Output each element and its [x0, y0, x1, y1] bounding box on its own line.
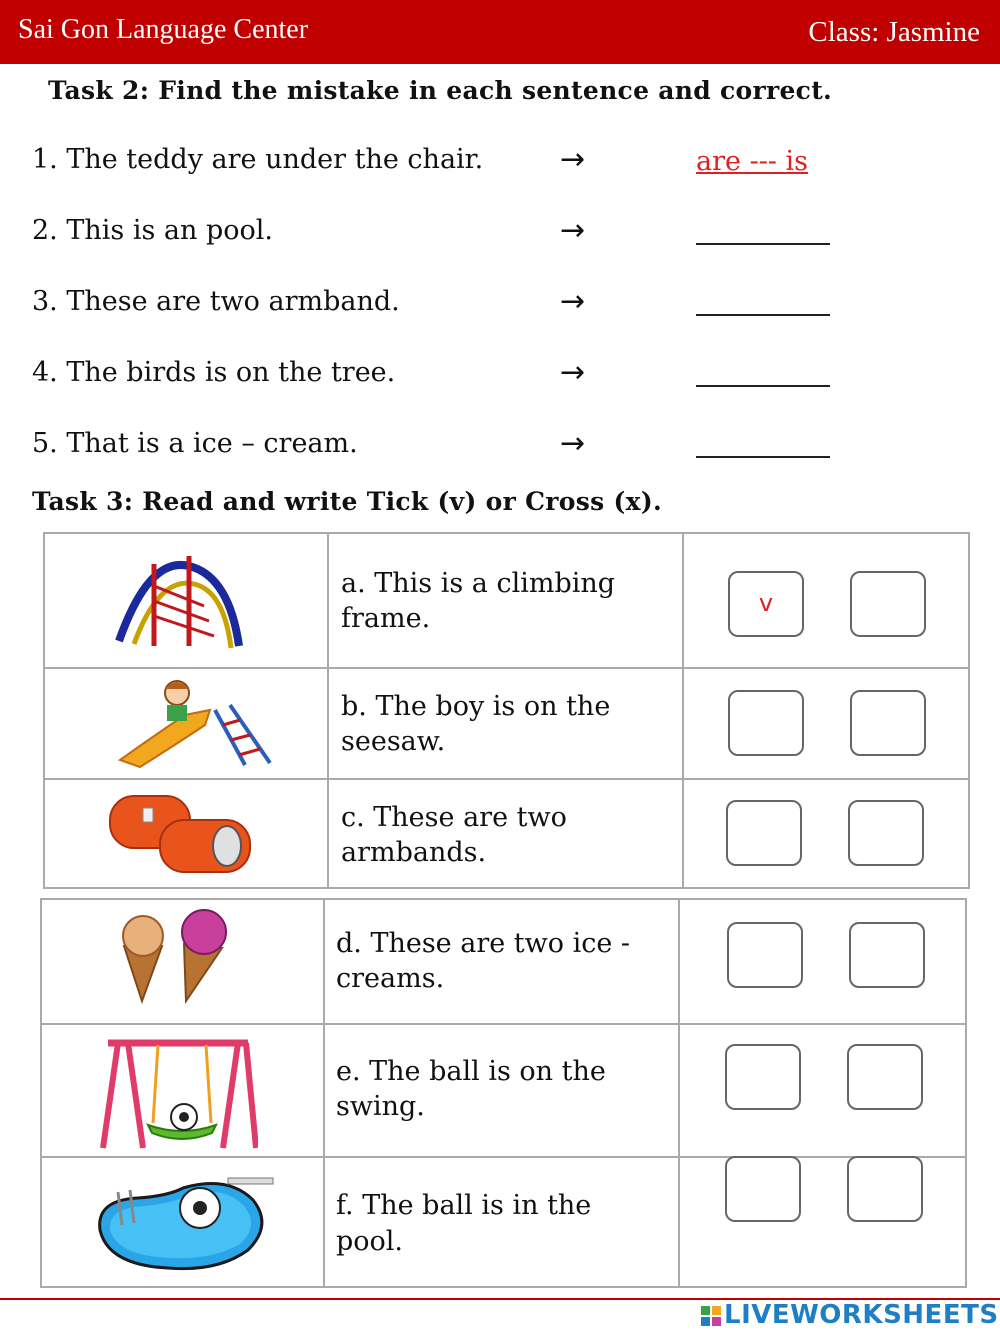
arrow-icon: →	[560, 355, 586, 390]
statement-c-line1: c. These are two	[341, 802, 567, 833]
task3-table-1	[43, 532, 970, 889]
tick-box-e[interactable]	[725, 1044, 801, 1110]
liveworksheets-logo-icon	[700, 1305, 722, 1327]
class-label: Class: Jasmine	[808, 16, 980, 48]
sentence-2: 2. This is an pool.	[32, 215, 273, 246]
answer-field-1[interactable]: are --- is	[696, 146, 809, 177]
arrow-icon: →	[560, 426, 586, 461]
tick-box-c[interactable]	[726, 800, 802, 866]
table-row	[42, 1023, 965, 1156]
task2-title: Task 2: Find the mistake in each sentence and correct.	[48, 76, 833, 105]
armbands-picture	[105, 788, 255, 880]
tick-mark: v	[758, 589, 774, 617]
tick-box-a[interactable]	[728, 571, 804, 637]
statement-a-line2: frame.	[341, 603, 431, 634]
table-row	[42, 1156, 965, 1286]
pool-with-ball-picture	[88, 1170, 278, 1275]
tick-box-d[interactable]	[727, 922, 803, 988]
table-row	[45, 667, 968, 778]
sentence-1: 1. The teddy are under the chair.	[32, 144, 484, 175]
table-row	[42, 900, 965, 1023]
sentence-5: 5. That is a ice – cream.	[32, 428, 358, 459]
answer-field-5[interactable]	[696, 456, 830, 458]
cross-box-c[interactable]	[848, 800, 924, 866]
answer-field-3[interactable]	[696, 314, 830, 316]
arrow-icon: →	[560, 142, 586, 177]
arrow-icon: →	[560, 213, 586, 248]
sentence-3: 3. These are two armband.	[32, 286, 400, 317]
swing-with-ball-picture	[98, 1033, 258, 1153]
answer-field-2[interactable]	[696, 243, 830, 245]
ice-creams-picture	[114, 906, 244, 1006]
boy-on-slide-picture	[115, 675, 275, 770]
statement-d-line1: d. These are two ice -	[336, 928, 631, 959]
cross-box-a[interactable]	[850, 571, 926, 637]
cross-box-f[interactable]	[847, 1156, 923, 1222]
tick-box-b[interactable]	[728, 690, 804, 756]
statement-f-line2: pool.	[336, 1226, 404, 1257]
tick-box-f[interactable]	[725, 1156, 801, 1222]
center-name: Sai Gon Language Center	[18, 14, 309, 45]
climbing-frame-picture	[109, 546, 249, 656]
cross-box-d[interactable]	[849, 922, 925, 988]
statement-c-line2: armbands.	[341, 837, 487, 868]
logo-text: LIVEWORKSHEETS	[724, 1300, 999, 1330]
table-row	[45, 534, 968, 667]
statement-f-line1: f. The ball is in the	[336, 1190, 592, 1221]
liveworksheets-logo	[700, 1300, 999, 1330]
statement-e-line1: e. The ball is on the	[336, 1056, 606, 1087]
statement-b-line2: seesaw.	[341, 726, 446, 757]
table-row	[45, 778, 968, 887]
statement-a-line1: a. This is a climbing	[341, 568, 616, 599]
sentence-4: 4. The birds is on the tree.	[32, 357, 396, 388]
statement-b-line1: b. The boy is on the	[341, 691, 611, 722]
task3-title: Task 3: Read and write Tick (v) or Cross (x).	[32, 487, 662, 516]
cross-box-b[interactable]	[850, 690, 926, 756]
arrow-icon: →	[560, 284, 586, 319]
cross-box-e[interactable]	[847, 1044, 923, 1110]
header-bar	[0, 0, 1000, 64]
statement-e-line2: swing.	[336, 1091, 425, 1122]
answer-field-4[interactable]	[696, 385, 830, 387]
statement-d-line2: creams.	[336, 963, 445, 994]
task3-table-2	[40, 898, 967, 1288]
